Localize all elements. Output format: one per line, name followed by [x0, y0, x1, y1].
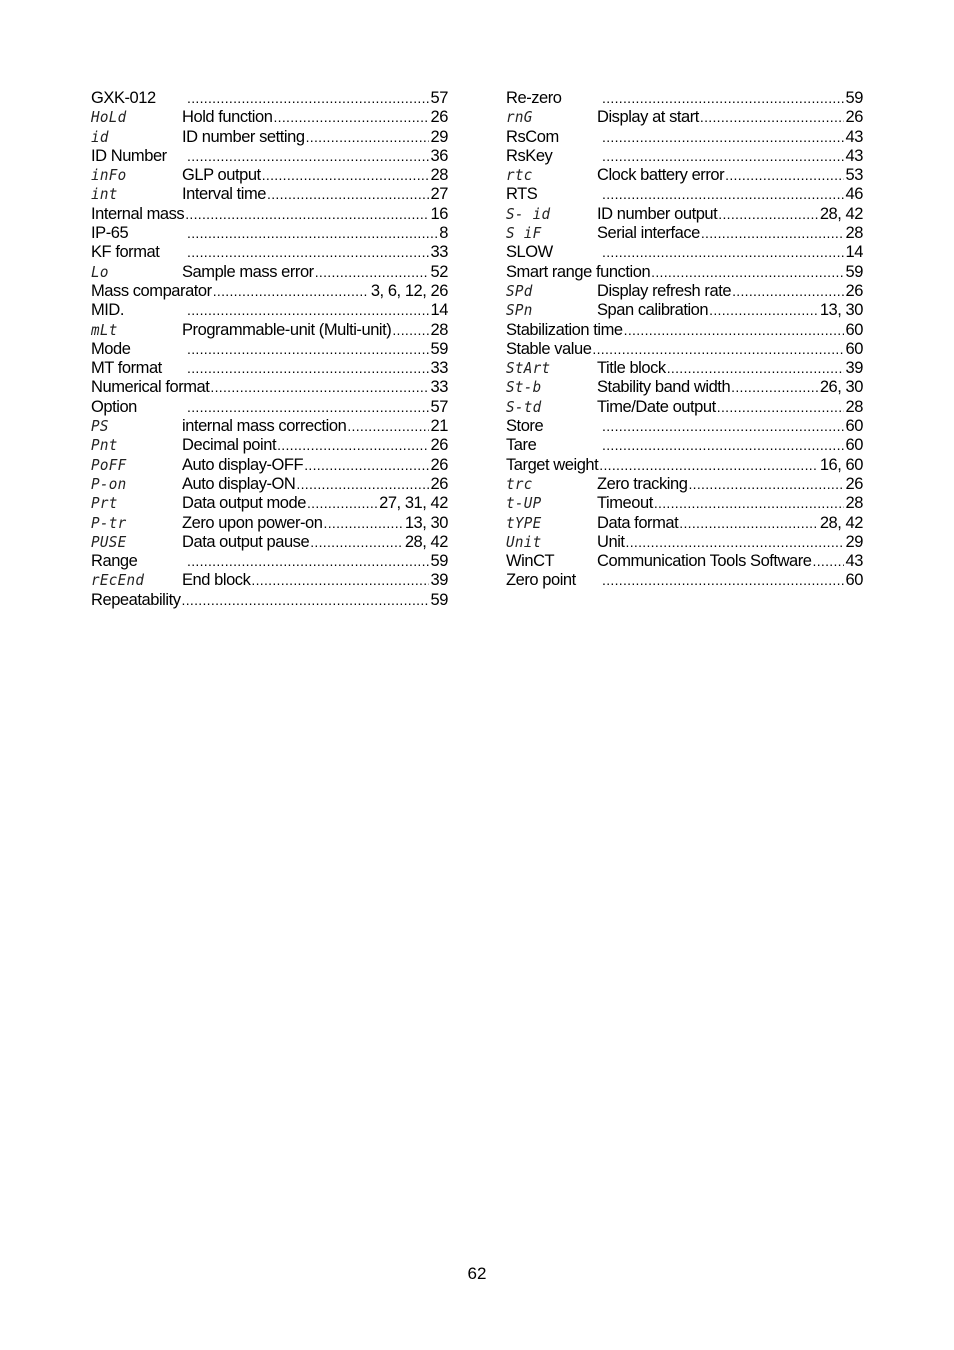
index-entry: [91, 398, 448, 417]
page-reference: 57: [430, 397, 448, 416]
page-reference: 59: [845, 89, 863, 107]
index-entry: [506, 533, 863, 552]
index-entry: [91, 591, 448, 610]
page-reference: 59: [430, 552, 448, 571]
display-code-term: S- id: [506, 204, 551, 223]
dot-leader: [602, 571, 844, 590]
entry-leader: [182, 128, 448, 147]
display-code-term: mLt: [91, 320, 118, 339]
dot-leader: [187, 243, 429, 262]
entry-leader: [186, 552, 448, 571]
index-description: Sample mass error: [182, 262, 314, 281]
index-entry: [506, 243, 863, 262]
index-entry: [506, 321, 863, 340]
entry-leader: [91, 205, 448, 224]
page-reference: 33: [430, 378, 448, 397]
page-reference: 43: [845, 127, 863, 146]
index-description: Display refresh rate: [597, 281, 732, 300]
index-entry: [91, 147, 448, 166]
index-description: Display at start: [597, 108, 699, 127]
index-description: internal mass correction: [182, 417, 347, 436]
dot-leader: [304, 456, 428, 475]
page-reference: 28, 42: [819, 513, 863, 532]
entry-leader: [506, 340, 863, 359]
entry-leader: [601, 417, 863, 436]
page-reference: 28: [845, 397, 863, 416]
dot-leader: [626, 533, 844, 552]
entry-leader: [186, 147, 448, 166]
dot-leader: [296, 475, 428, 494]
dot-leader: [813, 552, 844, 571]
entry-leader: [186, 224, 448, 243]
index-entry: [91, 128, 448, 147]
index-term: Re-zero: [506, 89, 562, 107]
index-entry: [506, 436, 863, 455]
page-reference: 39: [430, 571, 448, 590]
index-description: Timeout: [597, 494, 653, 513]
index-column-right: [506, 89, 863, 591]
index-entry: [91, 494, 448, 513]
index-description: Span calibration: [597, 301, 709, 320]
entry-leader: [182, 263, 448, 282]
dot-leader: [187, 340, 429, 359]
index-entry: [91, 436, 448, 455]
entry-leader: [91, 282, 448, 301]
index-description: Auto display-ON: [182, 474, 296, 493]
index-term: RsCom: [506, 127, 559, 146]
entry-leader: [182, 475, 448, 494]
page-reference: 46: [845, 185, 863, 204]
page-reference: 8: [439, 224, 448, 243]
index-term: Zero point: [506, 571, 576, 590]
index-entry: [91, 224, 448, 243]
page-reference: 26: [430, 455, 448, 474]
page-reference: 29: [430, 127, 448, 146]
dot-leader: [273, 108, 428, 127]
page-reference: 26: [430, 436, 448, 455]
index-term: Repeatability: [91, 590, 181, 609]
entry-leader: [182, 108, 448, 127]
index-term: WinCT: [506, 552, 555, 571]
entry-leader: [182, 417, 448, 436]
index-entry: [506, 224, 863, 243]
entry-leader: [186, 89, 448, 108]
dot-leader: [602, 185, 844, 204]
index-description: GLP output: [182, 166, 261, 185]
display-code-term: PoFF: [91, 455, 127, 474]
index-description: ID number setting: [182, 127, 305, 146]
page-reference: 59: [430, 339, 448, 358]
display-code-term: S-td: [506, 397, 542, 416]
dot-leader: [324, 514, 403, 533]
index-term: IP-65: [91, 224, 129, 243]
index-term: Internal mass: [91, 204, 185, 223]
index-term: RTS: [506, 185, 538, 204]
display-code-term: t-UP: [506, 494, 542, 513]
index-entry: [506, 185, 863, 204]
page-reference: 26, 30: [819, 378, 863, 397]
index-entry: [91, 340, 448, 359]
dot-leader: [725, 166, 843, 185]
dot-leader: [267, 185, 429, 204]
entry-leader: [182, 456, 448, 475]
index-entry: [91, 166, 448, 185]
dot-leader: [306, 128, 429, 147]
display-code-term: Pnt: [91, 436, 118, 455]
entry-leader: [597, 205, 863, 224]
dot-leader: [709, 301, 818, 320]
dot-leader: [602, 436, 844, 455]
index-term: ID Number: [91, 146, 167, 165]
dot-leader: [392, 321, 428, 340]
index-entry: [91, 456, 448, 475]
page-reference: 26: [845, 474, 863, 493]
entry-leader: [597, 166, 863, 185]
index-entry: [91, 282, 448, 301]
display-code-term: id: [91, 127, 109, 146]
display-code-term: S iF: [506, 224, 542, 243]
entry-leader: [182, 166, 448, 185]
entry-leader: [597, 533, 863, 552]
entry-leader: [597, 398, 863, 417]
index-entry: [506, 378, 863, 397]
display-code-term: int: [91, 185, 118, 204]
page-reference: 53: [845, 166, 863, 185]
entry-leader: [182, 321, 448, 340]
dot-leader: [185, 205, 428, 224]
index-entry: [506, 552, 863, 571]
dot-leader: [602, 417, 844, 436]
entry-leader: [182, 533, 448, 552]
page-reference: 26: [430, 108, 448, 127]
entry-leader: [601, 571, 863, 590]
page-reference: 36: [430, 146, 448, 165]
index-entry: [506, 301, 863, 320]
page-reference: 28: [430, 166, 448, 185]
page-reference: 29: [845, 532, 863, 551]
index-description: Unit: [597, 532, 625, 551]
index-entry: [506, 166, 863, 185]
index-description: Programmable-unit (Multi-unit): [182, 320, 392, 339]
display-code-term: SPd: [506, 281, 533, 300]
index-entry: [91, 514, 448, 533]
index-description: Clock battery error: [597, 166, 725, 185]
index-description: Stability band width: [597, 378, 731, 397]
index-entry: [91, 533, 448, 552]
index-entry: [91, 378, 448, 397]
index-term: RsKey: [506, 146, 553, 165]
index-description: Title block: [597, 359, 666, 378]
dot-leader: [688, 475, 843, 494]
display-code-term: SPn: [506, 301, 533, 320]
index-entry: [91, 475, 448, 494]
dot-leader: [187, 89, 429, 108]
index-description: Data format: [597, 513, 679, 532]
page-reference: 33: [430, 359, 448, 378]
index-description: End block: [182, 571, 251, 590]
entry-leader: [597, 552, 863, 571]
dot-leader: [602, 243, 844, 262]
index-entry: [91, 89, 448, 108]
index-term: Range: [91, 552, 138, 571]
index-term: Store: [506, 417, 544, 436]
dot-leader: [602, 128, 844, 147]
index-description: Interval time: [182, 185, 267, 204]
page-reference: 33: [430, 243, 448, 262]
index-term: Smart range function: [506, 262, 651, 281]
index-entry: [506, 456, 863, 475]
dot-leader: [182, 591, 429, 610]
index-description: Zero upon power-on: [182, 513, 323, 532]
index-entry: [506, 475, 863, 494]
page-reference: 26: [845, 108, 863, 127]
entry-leader: [597, 359, 863, 378]
entry-leader: [91, 591, 448, 610]
index-term: Stable value: [506, 339, 592, 358]
index-term: Target weight: [506, 455, 599, 474]
dot-leader: [187, 552, 429, 571]
page-reference: 60: [845, 571, 863, 590]
entry-leader: [597, 494, 863, 513]
dot-leader: [602, 147, 844, 166]
entry-leader: [186, 243, 448, 262]
dot-leader: [347, 417, 428, 436]
index-entry: [91, 301, 448, 320]
entry-leader: [597, 224, 863, 243]
page-reference: 43: [845, 146, 863, 165]
entry-leader: [601, 185, 863, 204]
dot-leader: [251, 571, 428, 590]
entry-leader: [91, 378, 448, 397]
index-entry: [506, 494, 863, 513]
page-reference: 59: [430, 590, 448, 609]
dot-leader: [307, 494, 377, 513]
index-description: Data output mode: [182, 494, 306, 513]
index-term: Mass comparator: [91, 281, 212, 300]
display-code-term: rtc: [506, 166, 533, 185]
entry-leader: [597, 514, 863, 533]
dot-leader: [717, 398, 844, 417]
index-description: Data output pause: [182, 532, 310, 551]
entry-leader: [601, 243, 863, 262]
dot-leader: [701, 224, 844, 243]
display-code-term: StArt: [506, 359, 551, 378]
dot-leader: [731, 378, 818, 397]
display-code-term: Unit: [506, 532, 542, 551]
display-code-term: P-tr: [91, 513, 127, 532]
index-term: Stabilization time: [506, 320, 623, 339]
display-code-term: inFo: [91, 166, 127, 185]
entry-leader: [186, 359, 448, 378]
index-description: Serial interface: [597, 224, 700, 243]
index-entry: [506, 398, 863, 417]
page-reference: 13, 30: [404, 513, 448, 532]
dot-leader: [624, 321, 844, 340]
index-entry: [91, 417, 448, 436]
page-reference: 26: [430, 474, 448, 493]
page-reference: 26: [845, 281, 863, 300]
entry-leader: [597, 475, 863, 494]
display-code-term: Lo: [91, 262, 109, 281]
index-entry: [506, 417, 863, 436]
index-term: Numerical format: [91, 378, 210, 397]
index-description: Auto display-OFF: [182, 455, 304, 474]
index-entry: [91, 185, 448, 204]
dot-leader: [315, 263, 429, 282]
page-reference: 52: [430, 262, 448, 281]
page-number: 62: [467, 1264, 487, 1283]
entry-leader: [597, 282, 863, 301]
index-term: Tare: [506, 436, 537, 455]
entry-leader: [597, 108, 863, 127]
dot-leader: [700, 108, 844, 127]
index-description: Zero tracking: [597, 474, 688, 493]
display-code-term: Prt: [91, 494, 118, 513]
entry-leader: [506, 263, 863, 282]
index-entry: [91, 359, 448, 378]
entry-leader: [597, 378, 863, 397]
entry-leader: [182, 494, 448, 513]
page-reference: 28, 42: [819, 204, 863, 223]
index-entry: [506, 263, 863, 282]
index-entry: [506, 282, 863, 301]
page-reference: 39: [845, 359, 863, 378]
entry-leader: [182, 185, 448, 204]
index-description: ID number output: [597, 204, 718, 223]
page-reference: 43: [845, 552, 863, 571]
index-entry: [506, 359, 863, 378]
dot-leader: [210, 378, 428, 397]
dot-leader: [277, 436, 428, 455]
dot-leader: [718, 205, 818, 224]
display-code-term: P-on: [91, 474, 127, 493]
dot-leader: [213, 282, 369, 301]
page-reference: 28, 42: [404, 532, 448, 551]
index-description: Decimal point: [182, 436, 277, 455]
entry-leader: [182, 571, 448, 590]
dot-leader: [602, 89, 844, 108]
page-reference: 59: [845, 262, 863, 281]
page-reference: 28: [845, 224, 863, 243]
entry-leader: [182, 436, 448, 455]
page-reference: 60: [845, 339, 863, 358]
index-column-left: [91, 89, 448, 610]
index-entry: [91, 571, 448, 590]
dot-leader: [651, 263, 843, 282]
dot-leader: [187, 359, 429, 378]
index-entry: [91, 243, 448, 262]
entry-leader: [182, 514, 448, 533]
dot-leader: [262, 166, 429, 185]
index-entry: [91, 321, 448, 340]
entry-leader: [186, 340, 448, 359]
display-code-term: HoLd: [91, 108, 127, 127]
index-term: MID.: [91, 301, 125, 320]
dot-leader: [310, 533, 403, 552]
entry-leader: [601, 147, 863, 166]
page-reference: 27: [430, 185, 448, 204]
page-reference: 14: [430, 301, 448, 320]
index-entry: [506, 108, 863, 127]
index-entry: [506, 128, 863, 147]
entry-leader: [186, 398, 448, 417]
dot-leader: [667, 359, 844, 378]
display-code-term: PS: [91, 417, 109, 436]
dot-leader: [187, 301, 429, 320]
index-entry: [91, 205, 448, 224]
index-description: Hold function: [182, 108, 273, 127]
page-reference: 14: [845, 243, 863, 262]
page-reference: 60: [845, 417, 863, 436]
dot-leader: [187, 224, 437, 243]
page-reference: 3, 6, 12, 26: [370, 281, 448, 300]
page-reference: 16, 60: [819, 455, 863, 474]
index-entry: [506, 340, 863, 359]
display-code-term: tYPE: [506, 513, 542, 532]
entry-leader: [186, 301, 448, 320]
index-term: Option: [91, 397, 137, 416]
display-code-term: rnG: [506, 108, 533, 127]
page-reference: 16: [430, 204, 448, 223]
display-code-term: St-b: [506, 378, 542, 397]
index-entry: [506, 89, 863, 108]
index-term: KF format: [91, 243, 160, 262]
display-code-term: trc: [506, 474, 533, 493]
entry-leader: [506, 456, 863, 475]
display-code-term: rEcEnd: [91, 571, 145, 590]
dot-leader: [654, 494, 844, 513]
page-reference: 60: [845, 436, 863, 455]
page-reference: 28: [845, 494, 863, 513]
dot-leader: [679, 514, 818, 533]
entry-leader: [506, 321, 863, 340]
page-reference: 57: [430, 89, 448, 107]
page-reference: 60: [845, 320, 863, 339]
dot-leader: [592, 340, 843, 359]
index-term: SLOW: [506, 243, 553, 262]
page-reference: 13, 30: [819, 301, 863, 320]
index-term: Mode: [91, 339, 131, 358]
entry-leader: [597, 301, 863, 320]
page-reference: 27, 31, 42: [379, 494, 448, 513]
index-entry: [506, 571, 863, 590]
dot-leader: [187, 147, 429, 166]
page-reference: 21: [430, 417, 448, 436]
index-entry: [506, 205, 863, 224]
entry-leader: [601, 89, 863, 108]
entry-leader: [601, 436, 863, 455]
dot-leader: [599, 456, 818, 475]
dot-leader: [187, 398, 429, 417]
index-description: Time/Date output: [597, 397, 716, 416]
entry-leader: [601, 128, 863, 147]
index-description: Communication Tools Software: [597, 552, 812, 571]
index-entry: [91, 108, 448, 127]
index-term: MT format: [91, 359, 162, 378]
display-code-term: PUSE: [91, 532, 127, 551]
index-entry: [91, 263, 448, 282]
index-term: GXK-012: [91, 89, 156, 107]
dot-leader: [732, 282, 843, 301]
index-entry: [506, 514, 863, 533]
index-entry: [91, 552, 448, 571]
page-reference: 28: [430, 320, 448, 339]
index-entry: [506, 147, 863, 166]
